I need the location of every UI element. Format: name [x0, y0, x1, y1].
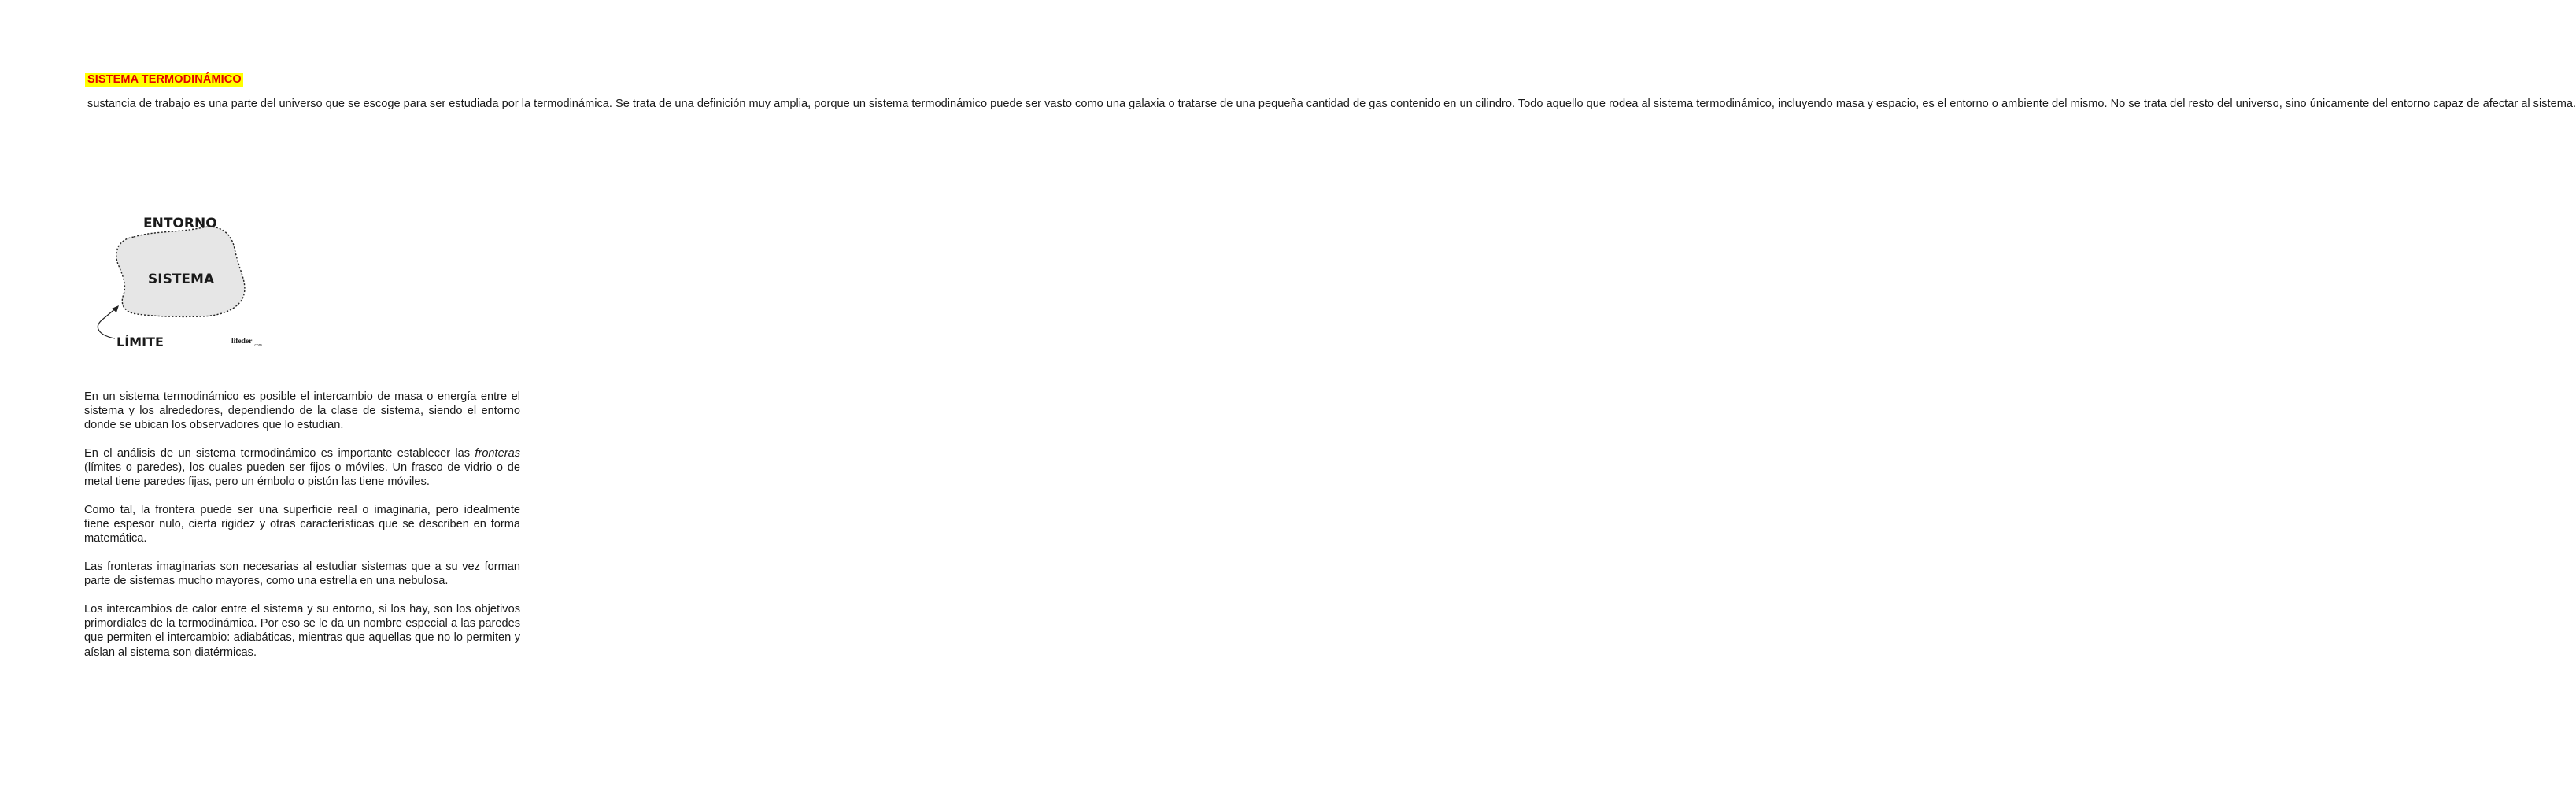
paragraph-boundaries-after: (límites o paredes), los cuales pueden ser fijos o móviles. Un frasco de vidrio o de metal tiene paredes fijas, pero un émbolo o pistón las tiene móviles.: [84, 461, 520, 489]
paragraph-boundaries: [84, 446, 520, 490]
paragraph-frontier: Como tal, la frontera puede ser una superficie real o imaginaria, pero idealmente tiene espesor nulo, cierta rigidez y otras características que se describen en forma matemática.: [84, 504, 520, 545]
system-diagram-svg: [85, 209, 280, 351]
intro-paragraph-text: sustancia de trabajo es una parte del universo que se escoge para ser estudiada por la termodinámica. Se trata de una definición muy amplia, porque un sistema termodinámico puede ser vasto como una galaxia o tratarse de una pequeña cantidad de gas contenido en un cilindro. Todo aquello que rodea al sistema termodinámico, incluyendo masa y espacio, es el entorno o ambiente del mismo. No se trata del resto del universo, sino únicamente del entorno capaz de afectar al sistema.: [84, 98, 2576, 110]
boundary-pointer-arrow: [98, 308, 116, 338]
label-system: SISTEMA: [148, 272, 215, 287]
paragraph-imaginary-boundaries: Las fronteras imaginarias son necesarias al estudiar sistemas que a su vez forman parte de sistemas mucho mayores, como una estrella en una nebulosa.: [84, 560, 520, 588]
label-boundary: LÍMITE: [116, 335, 164, 349]
paragraph-boundaries-before: En el análisis de un sistema termodinámico es importante establecer las: [84, 447, 475, 460]
document-title: SISTEMA TERMODINÁMICO: [85, 73, 243, 87]
title-container: [85, 72, 243, 87]
system-diagram: [85, 209, 280, 351]
watermark-logo: lifeder: [231, 338, 253, 346]
paragraph-heat-exchange: Los intercambios de calor entre el sistema y su entorno, si los hay, son los objetivos primordiales de la termodinámica. Por eso se le da un nombre especial a las paredes que permiten el intercambio: adiabáticas, mientras que aquellas que no lo permiten y aíslan al sistema son diatérmicas.: [84, 603, 520, 659]
paragraph-exchange: En un sistema termodinámico es posible el intercambio de masa o energía entre el sistema y los alrededores, dependiendo de la clase de sistema, siendo el entorno donde se ubican los observadores que lo estudian.: [84, 390, 520, 432]
watermark-logo-suffix: .com: [253, 343, 262, 348]
paragraph-boundaries-italic: fronteras: [475, 447, 520, 460]
label-surroundings: ENTORNO: [143, 216, 217, 231]
intro-paragraph: [84, 97, 2576, 111]
